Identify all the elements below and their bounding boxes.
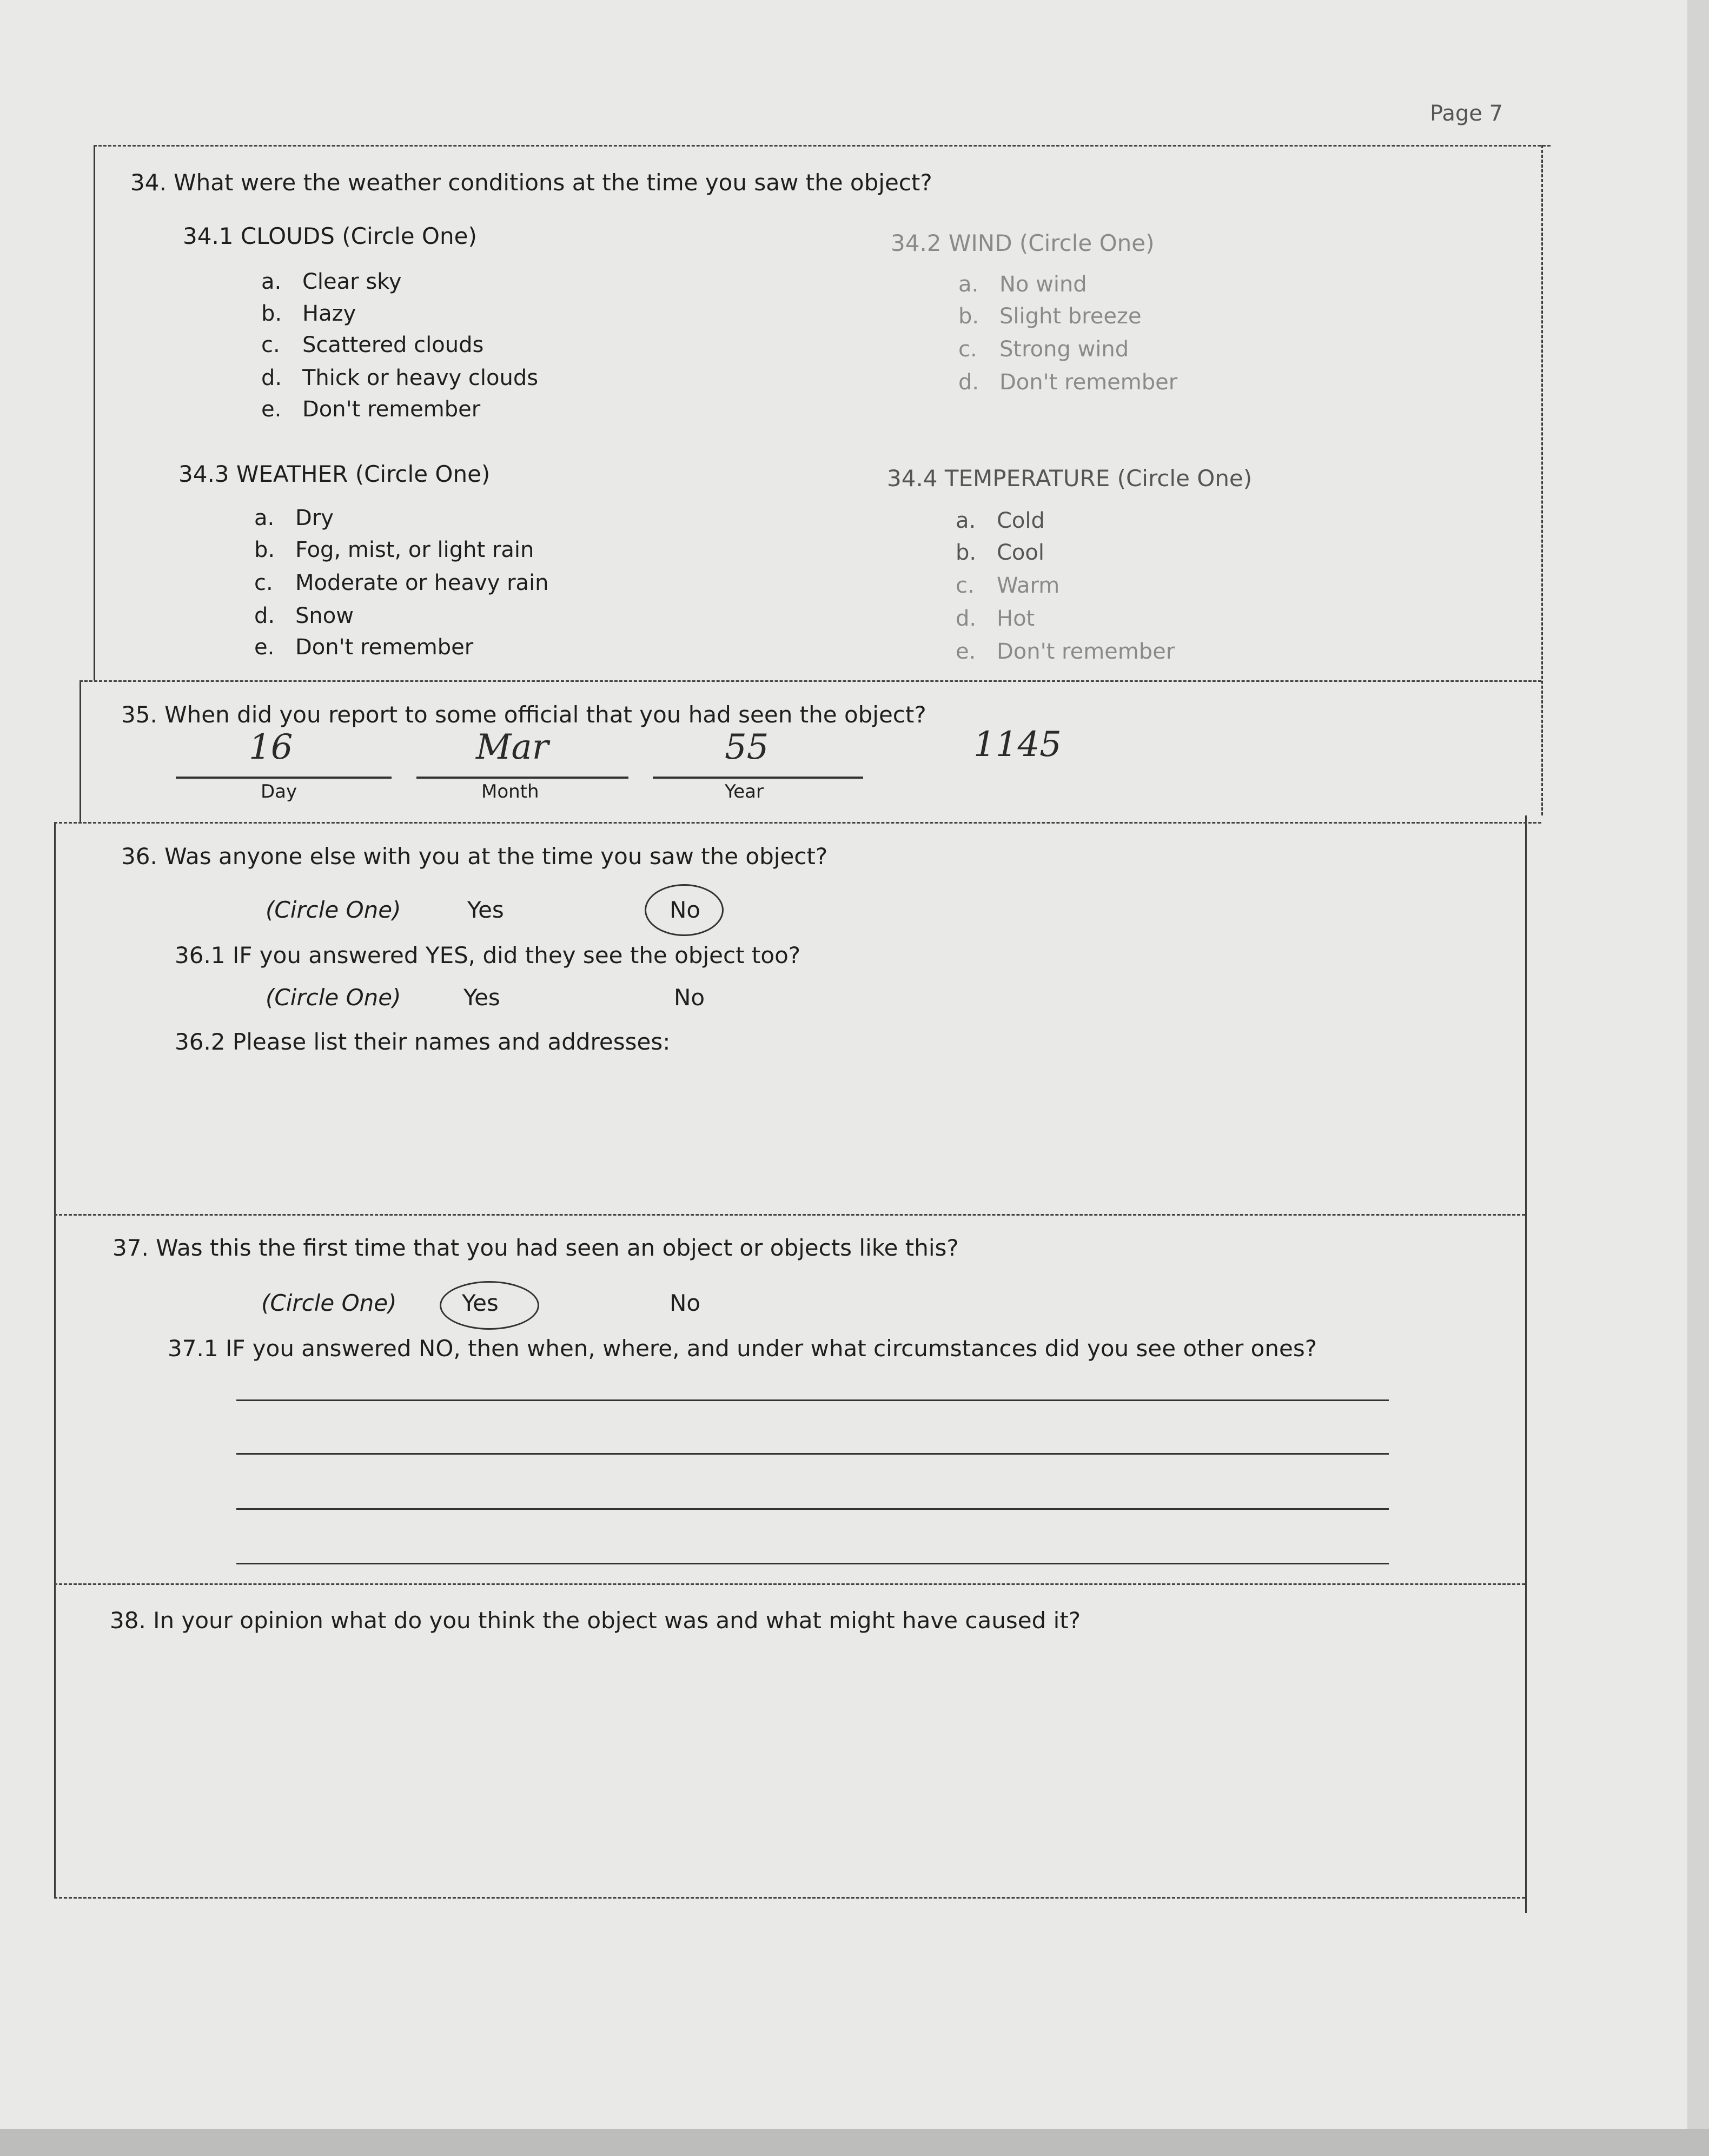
- day-handwritten[interactable]: 16: [249, 727, 293, 767]
- option-clear-sky[interactable]: Clear sky: [302, 269, 402, 294]
- form-right-border: [1525, 815, 1527, 1913]
- form-left-border: [80, 680, 81, 822]
- selection-circle: [440, 1281, 539, 1330]
- option-letter: a.: [956, 508, 976, 533]
- form-left-border: [94, 145, 95, 680]
- option-hazy[interactable]: Hazy: [302, 301, 356, 326]
- option-no[interactable]: No: [670, 1290, 701, 1316]
- option-dont-remember[interactable]: Don't remember: [302, 397, 481, 422]
- option-letter: e.: [261, 397, 282, 422]
- circle-one-label: (Circle One): [266, 897, 401, 923]
- answer-line[interactable]: [236, 1453, 1389, 1455]
- option-warm[interactable]: Warm: [997, 573, 1060, 598]
- section-divider: [54, 822, 1541, 824]
- clouds-heading: 34.1 CLOUDS (Circle One): [183, 223, 477, 249]
- scan-edge-right: [1687, 0, 1709, 2156]
- option-hot[interactable]: Hot: [997, 606, 1035, 631]
- option-cold[interactable]: Cold: [997, 508, 1045, 533]
- option-fog-mist[interactable]: Fog, mist, or light rain: [295, 538, 534, 562]
- option-letter: b.: [261, 301, 282, 326]
- option-scattered-clouds[interactable]: Scattered clouds: [302, 333, 484, 357]
- selection-circle: [645, 884, 724, 936]
- time-handwritten[interactable]: 1145: [973, 725, 1062, 765]
- option-letter: a.: [254, 506, 275, 530]
- month-handwritten[interactable]: Mar: [476, 727, 549, 767]
- option-dont-remember[interactable]: Don't remember: [295, 635, 474, 660]
- section-divider: [54, 1214, 1525, 1216]
- wind-heading: 34.2 WIND (Circle One): [891, 230, 1155, 256]
- answer-line[interactable]: [236, 1563, 1389, 1564]
- form-right-border: [1541, 145, 1543, 815]
- option-letter: e.: [956, 639, 976, 664]
- question-34: 34. What were the weather conditions at the time you saw the object?: [130, 169, 932, 196]
- circle-one-label: (Circle One): [261, 1290, 397, 1316]
- question-37-1: 37.1 IF you answered NO, then when, where, and under what circumstances did you see other ones?: [168, 1335, 1317, 1362]
- option-letter: c.: [254, 570, 273, 595]
- month-line: [416, 777, 628, 779]
- question-36-1: 36.1 IF you answered YES, did they see the object too?: [175, 942, 801, 968]
- question-38: 38. In your opinion what do you think the object was and what might have caused it?: [110, 1607, 1081, 1634]
- year-line: [653, 777, 863, 779]
- option-dont-remember[interactable]: Don't remember: [997, 639, 1175, 664]
- option-letter: c.: [261, 333, 280, 357]
- option-letter: c.: [956, 573, 975, 598]
- form-top-border: [94, 145, 1551, 147]
- scan-edge-bottom: [0, 2129, 1709, 2156]
- option-letter: d.: [958, 370, 979, 395]
- option-strong-wind[interactable]: Strong wind: [999, 337, 1129, 362]
- option-letter: d.: [956, 606, 977, 631]
- form-bottom-border: [54, 1897, 1525, 1899]
- day-label: Day: [261, 781, 297, 802]
- question-35: 35. When did you report to some official that you had seen the object?: [121, 701, 926, 728]
- question-36: 36. Was anyone else with you at the time you saw the object?: [121, 843, 828, 870]
- weather-heading: 34.3 WEATHER (Circle One): [178, 461, 491, 487]
- option-yes-selected[interactable]: Yes: [462, 1290, 499, 1316]
- section-divider: [54, 1583, 1525, 1585]
- answer-line[interactable]: [236, 1508, 1389, 1510]
- option-yes[interactable]: Yes: [463, 984, 500, 1011]
- option-letter: b.: [956, 540, 977, 565]
- option-yes[interactable]: Yes: [467, 897, 504, 923]
- year-handwritten[interactable]: 55: [725, 727, 769, 767]
- form-left-border: [54, 822, 56, 1897]
- option-letter: e.: [254, 635, 275, 660]
- option-letter: c.: [958, 337, 977, 362]
- answer-line[interactable]: [236, 1399, 1389, 1401]
- option-thick-clouds[interactable]: Thick or heavy clouds: [302, 366, 539, 390]
- question-37: 37. Was this the first time that you had seen an object or objects like this?: [112, 1235, 959, 1261]
- option-letter: b.: [254, 538, 275, 562]
- option-letter: b.: [958, 304, 979, 329]
- option-letter: a.: [958, 272, 979, 297]
- option-letter: a.: [261, 269, 282, 294]
- option-no-wind[interactable]: No wind: [999, 272, 1087, 297]
- day-line: [176, 777, 392, 779]
- month-label: Month: [481, 781, 539, 802]
- option-letter: d.: [254, 603, 275, 628]
- option-dont-remember[interactable]: Don't remember: [999, 370, 1178, 395]
- option-cool[interactable]: Cool: [997, 540, 1044, 565]
- question-36-2: 36.2 Please list their names and addresses:: [175, 1029, 671, 1055]
- temperature-heading: 34.4 TEMPERATURE (Circle One): [887, 465, 1253, 492]
- option-letter: d.: [261, 366, 282, 390]
- section-divider: [80, 680, 1541, 682]
- option-slight-breeze[interactable]: Slight breeze: [999, 304, 1142, 329]
- year-label: Year: [725, 781, 764, 802]
- option-snow[interactable]: Snow: [295, 603, 354, 628]
- option-heavy-rain[interactable]: Moderate or heavy rain: [295, 570, 549, 595]
- option-no-selected[interactable]: No: [670, 897, 701, 923]
- circle-one-label: (Circle One): [266, 984, 401, 1011]
- option-dry[interactable]: Dry: [295, 506, 334, 530]
- option-no[interactable]: No: [674, 984, 705, 1011]
- page-number: Page 7: [1430, 101, 1503, 126]
